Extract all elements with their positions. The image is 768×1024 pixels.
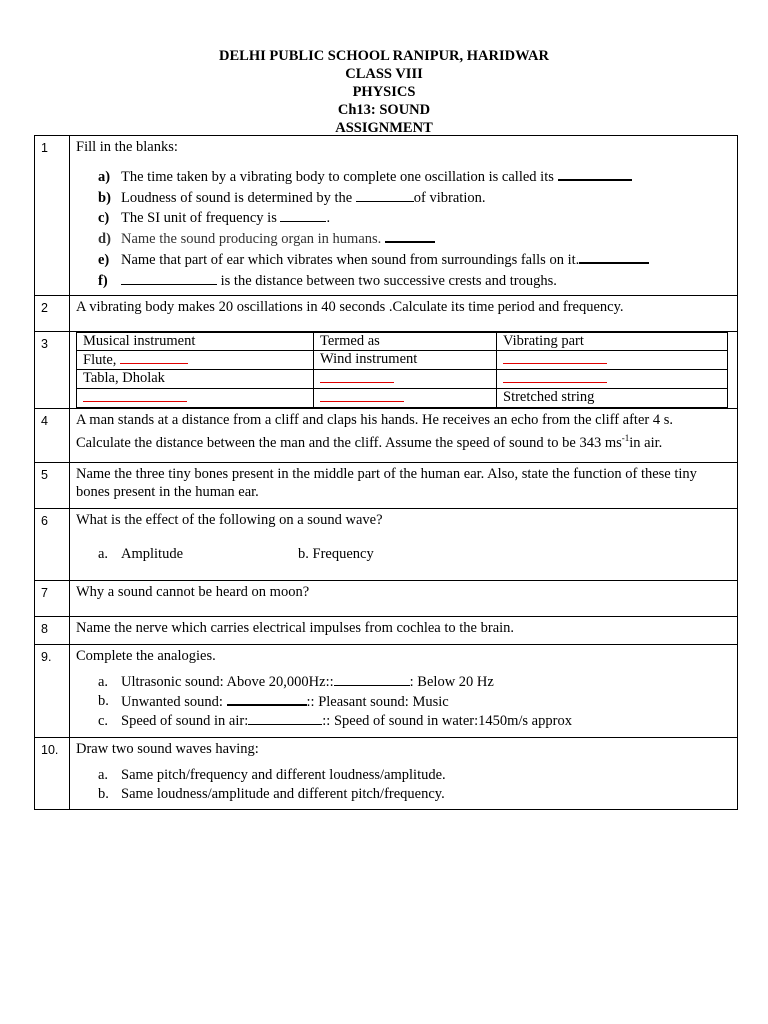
question-number: 1 — [35, 136, 70, 296]
question-row-2 — [35, 296, 738, 332]
column-header: Termed as — [314, 333, 497, 351]
table-cell — [314, 389, 497, 408]
answer-blank[interactable] — [83, 389, 187, 402]
question-row-5 — [35, 463, 738, 509]
blanks-list — [76, 167, 731, 291]
table-row — [77, 389, 728, 408]
answer-blank[interactable] — [120, 351, 188, 364]
answer-blank[interactable] — [385, 229, 435, 243]
school-name: DELHI PUBLIC SCHOOL RANIPUR, HARIDWAR — [219, 48, 549, 64]
question-number: 4 — [35, 409, 70, 463]
column-header: Vibrating part — [497, 333, 728, 351]
question-row-3 — [35, 332, 738, 409]
answer-blank[interactable] — [121, 272, 217, 285]
question-number: 7 — [35, 581, 70, 617]
question-number: 6 — [35, 509, 70, 581]
question-row-4 — [35, 409, 738, 463]
table-cell — [497, 370, 728, 389]
table-cell — [77, 389, 314, 408]
list-item: f) is the distance between two successive crests and troughs. — [98, 272, 557, 289]
question-number: 3 — [35, 332, 70, 409]
table-cell — [497, 351, 728, 370]
question-text: A vibrating body makes 20 oscillations in 40 seconds .Calculate its time period and frequency. — [70, 296, 738, 332]
question-number: 8 — [35, 617, 70, 645]
question-row-6 — [35, 509, 738, 581]
table-cell: Stretched string — [497, 389, 728, 408]
question-content — [70, 409, 738, 463]
question-number: 5 — [35, 463, 70, 509]
question-row-1 — [35, 136, 738, 296]
list-item: a) The time taken by a vibrating body to complete one oscillation is called its — [98, 167, 731, 188]
question-row-7 — [35, 581, 738, 617]
question-text: A man stands at a distance from a cliff and claps his hands. He receives an echo from the cliff after 4 s. Calculate the distance between the man and the cliff. Assume the speed of sound to be 343 ms — [76, 412, 673, 451]
table-cell: Tabla, Dholak — [77, 370, 314, 389]
answer-blank[interactable] — [558, 167, 632, 181]
answer-blank[interactable] — [503, 351, 607, 364]
question-text: Name the three tiny bones present in the middle part of the human ear. Also, state the function of these tiny bones present in the human ear. — [70, 463, 738, 509]
table-cell — [314, 370, 497, 389]
table-row — [77, 370, 728, 389]
list-item: a. Same pitch/frequency and different loudness/amplitude. — [98, 767, 446, 783]
list-item: d) Name the sound producing organ in humans. — [98, 229, 731, 250]
question-text: What is the effect of the following on a sound wave? — [76, 512, 383, 528]
instrument-table — [76, 332, 728, 408]
answer-blank[interactable] — [248, 712, 322, 725]
question-text-end: in air. — [629, 434, 663, 451]
answer-blank[interactable] — [503, 370, 607, 383]
question-title: Complete the analogies. — [76, 648, 216, 664]
question-number: 9. — [35, 645, 70, 738]
options-row — [76, 545, 731, 563]
question-content — [70, 738, 738, 810]
question-title: Fill in the blanks: — [76, 139, 178, 155]
analogy-list — [76, 673, 731, 731]
question-row-8 — [35, 617, 738, 645]
table-header-row — [77, 333, 728, 351]
answer-blank[interactable] — [227, 692, 307, 706]
question-text: Why a sound cannot be heard on moon? — [70, 581, 738, 617]
table-row — [77, 351, 728, 370]
question-row-10 — [35, 738, 738, 810]
option-label: a. — [98, 546, 109, 562]
question-content — [70, 509, 738, 581]
question-content — [70, 645, 738, 738]
question-row-9 — [35, 645, 738, 738]
list-item: b. Same loudness/amplitude and different pitch/frequency. — [98, 786, 445, 802]
answer-blank[interactable] — [320, 370, 394, 383]
chapter-title: Ch13: SOUND — [337, 102, 431, 118]
document-header — [0, 47, 768, 137]
document-type: ASSIGNMENT — [335, 120, 433, 136]
question-title: Draw two sound waves having: — [76, 741, 259, 757]
column-header: Musical instrument — [77, 333, 314, 351]
list-item: b. Unwanted sound: :: Pleasant sound: Music — [98, 693, 449, 710]
list-item: a. Ultrasonic sound: Above 20,000Hz:: : Below 20 Hz — [98, 674, 494, 690]
table-cell: Wind instrument — [314, 351, 497, 370]
question-content — [70, 332, 738, 409]
answer-blank[interactable] — [334, 673, 410, 686]
answer-blank[interactable] — [579, 250, 649, 264]
answer-blank[interactable] — [320, 389, 404, 402]
question-content — [70, 136, 738, 296]
class-name: CLASS VIII — [345, 66, 423, 82]
unit-exponent: -1 — [621, 433, 630, 443]
answer-blank[interactable] — [356, 189, 414, 202]
assignment-table — [34, 135, 738, 810]
wave-list — [76, 766, 731, 804]
answer-blank[interactable] — [280, 209, 326, 222]
question-number: 2 — [35, 296, 70, 332]
option-b: b. Frequency — [298, 546, 374, 562]
table-cell: Flute, — [77, 351, 314, 370]
list-item: c. Speed of sound in air: :: Speed of sound in water:1450m/s approx — [98, 713, 572, 729]
question-text: Name the nerve which carries electrical impulses from cochlea to the brain. — [70, 617, 738, 645]
option-a: Amplitude — [121, 546, 184, 562]
list-item: b) Loudness of sound is determined by the of vibration. — [98, 189, 486, 206]
subject-name: PHYSICS — [352, 84, 416, 100]
question-number: 10. — [35, 738, 70, 810]
list-item: e) Name that part of ear which vibrates when sound from surroundings falls on it. — [98, 250, 731, 271]
list-item: c) The SI unit of frequency is . — [98, 210, 331, 227]
